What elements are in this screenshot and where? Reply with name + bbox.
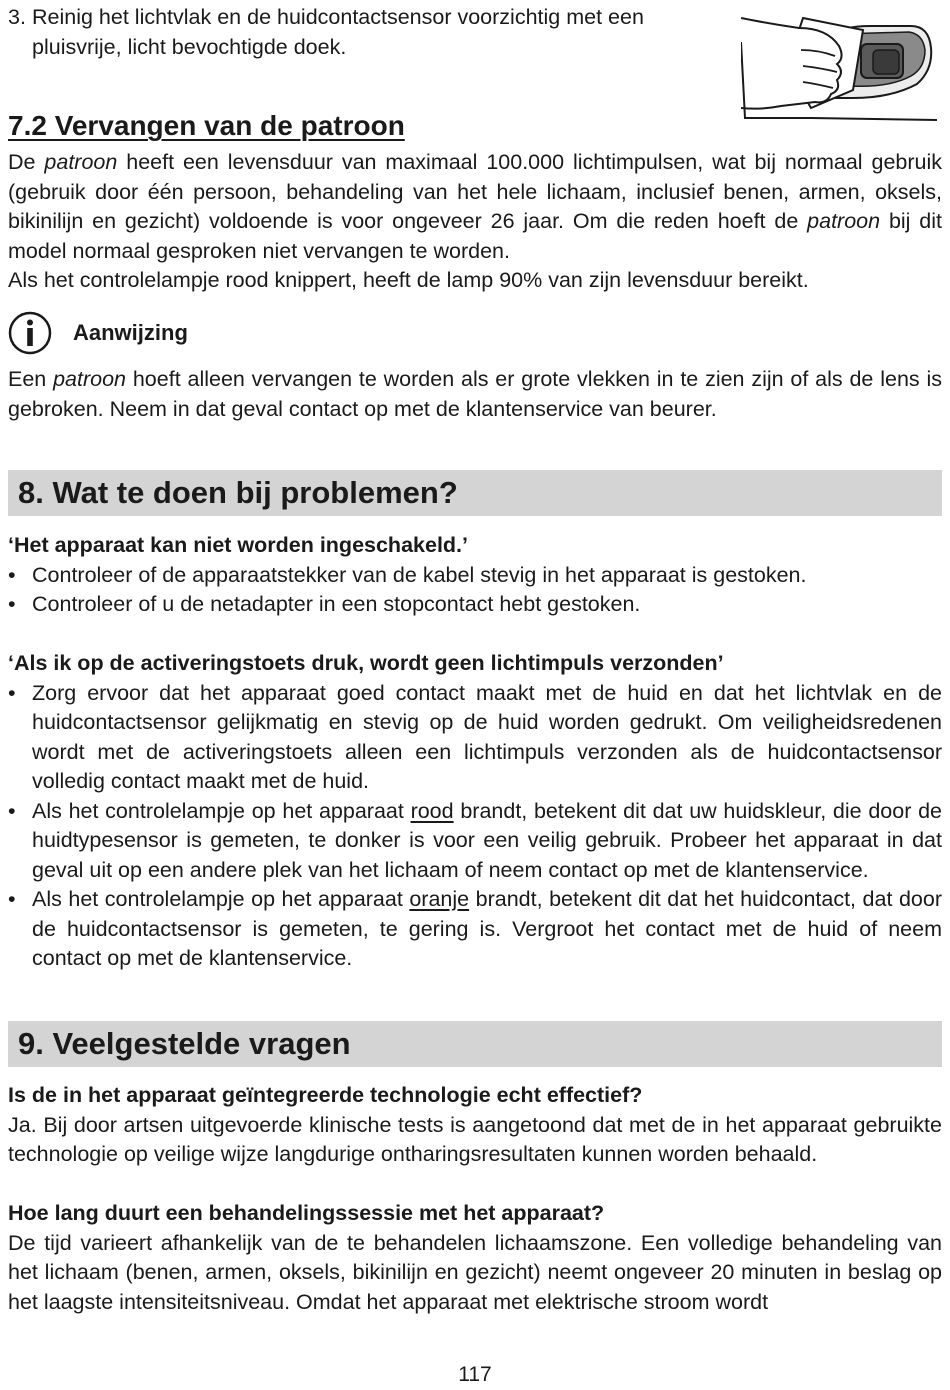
- bullet-list: [8, 679, 942, 974]
- note-title: Aanwijzing: [73, 320, 188, 345]
- list-item: • Zorg ervoor dat het apparaat goed contact maakt met de huid en dat het lichtvlak en de huidcontactsensor gelijkmatig en stevig op de huid worden gedrukt. Om veiligheidsredenen wordt met de activeringstoets alleen een lichtimpuls verzonden als de huidcontactsensor volledig contact maakt met de huid.: [8, 679, 942, 797]
- section-9-heading: 9. Veelgestelde vragen: [18, 1026, 351, 1061]
- section-7-2-heading: 7.2 Vervangen van de patroon: [8, 110, 405, 141]
- faq-answer: De tijd varieert afhankelijk van de te behandelen lichaamszone. Een volledige behandeling van het lichaam (benen, armen, oksels, bikinilijn en gezicht) neemt ongeveer 20 minuten in beslag op het laagste intensiteitsniveau. Omdat het apparaat met elektrische stroom wordt: [8, 1230, 942, 1314]
- info-icon: [8, 311, 52, 355]
- problem-heading: ‘Het apparaat kan niet worden ingeschakeld.’: [8, 533, 468, 557]
- step-text: Reinig het lichtvlak en de huidcontactsensor voorzichtig met een pluisvrije, licht bevochtigde doek.: [32, 5, 644, 59]
- faq-2: [8, 1199, 942, 1317]
- status-red: rood: [410, 798, 454, 823]
- status-orange: oranje: [409, 887, 470, 911]
- cleaning-illustration: [741, 6, 937, 128]
- problem-1: [8, 531, 942, 620]
- section-8-heading: 8. Wat te doen bij problemen?: [18, 475, 458, 510]
- problem-heading: ‘Als ik op de activeringstoets druk, wordt geen lichtimpuls verzonden’: [8, 651, 724, 675]
- note-body: Een patroon hoeft alleen vervangen te worden als er grote vlekken in te zien zijn of als de lens is gebroken. Neem in dat geval contact op met de klantenservice van beurer.: [8, 367, 942, 421]
- section-7-2-body: [8, 148, 942, 296]
- section-8-bar: [8, 470, 942, 516]
- step-number: 3.: [8, 5, 26, 29]
- faq-question: Is de in het apparaat geïntegreerde technologie echt effectief?: [8, 1083, 643, 1107]
- faq-answer: Ja. Bij door artsen uitgevoerde klinische tests is aangetoond dat met de in het apparaat gebruikte technologie op veilige wijze langdurige ontharingsresultaten kunnen worden behaald.: [8, 1112, 942, 1166]
- list-item: • Controleer of u de netadapter in een stopcontact hebt gestoken.: [8, 590, 942, 620]
- page-number: 117: [458, 1363, 492, 1386]
- paragraph: De patroon heeft een levensduur van maximaal 100.000 lichtimpulsen, wat bij normaal gebruik (gebruik door één persoon, behandeling van het hele lichaam, inclusief benen, armen, oksels, bikinilijn en gezicht) voldoende is voor ongeveer 26 jaar. Om die reden hoeft de patroon bij dit model normaal gesproken niet vervangen te worden.: [8, 150, 942, 263]
- problem-2: [8, 649, 942, 974]
- list-item: • Als het controlelampje op het apparaat oranje brandt, betekent dit dat het huidcontact, dat door de huidcontactsensor is gemeten, te gering is. Vergroot het contact met de huid of neem contact op met de klantenservice.: [8, 885, 942, 974]
- list-item: • Controleer of de apparaatstekker van de kabel stevig in het apparaat is gestoken.: [8, 561, 942, 591]
- list-item: • Als het controlelampje op het apparaat rood brandt, betekent dit dat uw huidskleur, die door de huidtypesensor is gemeten, te donker is voor een veilig gebruik. Probeer het apparaat in dat geval uit op een andere plek van het lichaam of neem contact op met de klantenservice.: [8, 797, 942, 886]
- bullet-list: [8, 561, 942, 620]
- step-3: [8, 3, 708, 62]
- faq-1: [8, 1081, 942, 1170]
- section-9-bar: [8, 1021, 942, 1067]
- faq-question: Hoe lang duurt een behandelingssessie met het apparaat?: [8, 1201, 605, 1225]
- paragraph: Als het controlelampje rood knippert, heeft de lamp 90% van zijn levensduur bereikt.: [8, 268, 809, 292]
